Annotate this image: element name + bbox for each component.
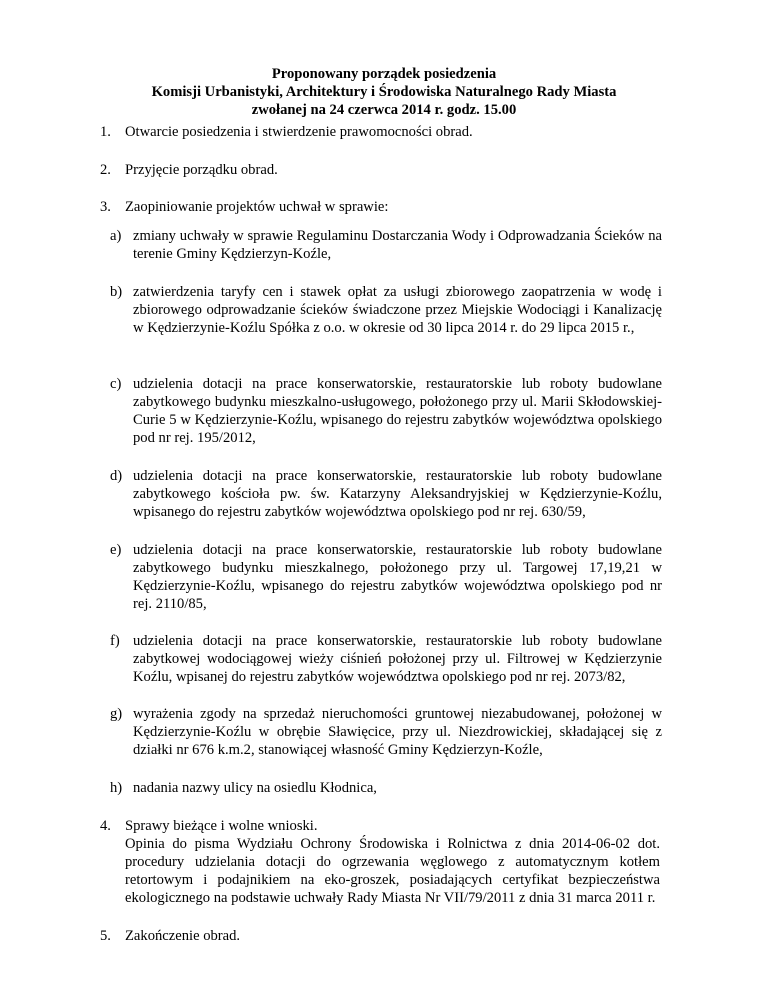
subitem-e — [110, 541, 662, 613]
subitem-text: udzielenia dotacji na prace konserwatorskie, restauratorskie lub roboty budowlane zabytkowego budynku mieszkalnego, położonego przy ul. Targowej 17,19,21 w Kędzierzynie-Koźlu, wpisanego do rejestru zabytków województwa opolskiego pod nr rej. 2110/85, — [133, 542, 662, 612]
agenda-item-5 — [100, 927, 660, 945]
subitem-c — [110, 375, 662, 447]
subitem-text: nadania nazwy ulicy na osiedlu Kłodnica, — [133, 780, 377, 796]
header-committee: Komisji Urbanistyki, Architektury i Środowiska Naturalnego Rady Miasta — [151, 84, 617, 100]
subitem-letter: c) — [110, 376, 122, 392]
subitem-a — [110, 227, 662, 263]
subitem-letter: f) — [110, 633, 120, 649]
subitem-letter: h) — [110, 780, 123, 796]
subitem-b — [110, 283, 662, 337]
item-number: 2. — [100, 162, 111, 178]
subitem-text: wyrażenia zgody na sprzedaż nieruchomości gruntowej niezabudowanej, położonej w Kędzierzynie-Koźlu w obrębie Sławięcice, przy ul. Niezdrowickiej, składającej się z działki nr 676 k.m.2, stanowiącej własność Gminy Kędzierzyn-Koźle, — [133, 706, 662, 758]
item-text: Otwarcie posiedzenia i stwierdzenie prawomocności obrad. — [125, 124, 473, 140]
agenda-item-2 — [100, 161, 660, 179]
item-number: 1. — [100, 124, 111, 140]
header-title: Proponowany porządek posiedzenia — [271, 66, 497, 82]
subitem-text: udzielenia dotacji na prace konserwatorskie, restauratorskie lub roboty budowlane zabytkowej wodociągowej wieży ciśnień położonej przy ul. Filtrowej w Kędzierzynie Koźlu, wpisanej do rejestru zabytków województwa opolskiego pod nr rej. 2073/82, — [133, 633, 662, 685]
item-note: Opinia do pisma Wydziału Ochrony Środowiska i Rolnictwa z dnia 2014-06-02 dot. procedury udzielania dotacji do ogrzewania węglowego z automatycznym kotłem retortowym i podajnikiem na eko-groszek, posiadających certyfikat bezpieczeństwa ekologicznego na podstawie uchwały Rady Miasta Nr VII/79/2011 z dnia 31 marca 2011 r. — [125, 836, 660, 906]
subitem-letter: d) — [110, 468, 123, 484]
subitem-d — [110, 467, 662, 521]
item-number: 5. — [100, 928, 111, 944]
subitem-text: zmiany uchwały w sprawie Regulaminu Dostarczania Wody i Odprowadzania Ścieków na terenie Gminy Kędzierzyn-Koźle, — [133, 228, 662, 262]
item-number: 3. — [100, 199, 111, 215]
item-text: Zaopiniowanie projektów uchwał w sprawie: — [125, 199, 389, 215]
agenda-item-3 — [100, 198, 660, 216]
subitem-f — [110, 632, 662, 686]
agenda-item-1 — [100, 123, 660, 141]
subitem-letter: a) — [110, 228, 122, 244]
item-text: Zakończenie obrad. — [125, 928, 241, 944]
item-text: Sprawy bieżące i wolne wnioski. — [125, 818, 318, 834]
subitem-text: zatwierdzenia taryfy cen i stawek opłat za usługi zbiorowego zaopatrzenia w wodę i zbiorowego odprowadzanie ścieków świadczone przez Miejskie Wodociągi i Kanalizację w Kędzierzynie-Koźlu Spółka z o.o. w okresie od 30 lipca 2014 r. do 29 lipca 2015 r., — [133, 284, 662, 336]
subitem-letter: b) — [110, 284, 123, 300]
subitem-text: udzielenia dotacji na prace konserwatorskie, restauratorskie lub roboty budowlane zabytkowego budynku mieszkalno-usługowego, położonego przy ul. Marii Skłodowskiej-Curie 5 w Kędzierzynie-Koźlu, wpisanego do rejestru zabytków województwa opolskiego pod nr rej. 195/2012, — [133, 376, 662, 446]
subitem-g — [110, 705, 662, 759]
agenda-item-4 — [100, 817, 660, 907]
item-number: 4. — [100, 818, 111, 834]
subitem-text: udzielenia dotacji na prace konserwatorskie, restauratorskie lub roboty budowlane zabytkowego kościoła pw. św. Katarzyny Aleksandryjskiej w Kędzierzynie-Koźlu, wpisanego do rejestru zabytków województwa opolskiego pod nr rej. 630/59, — [133, 468, 662, 520]
subitem-letter: e) — [110, 542, 122, 558]
subitem-letter: g) — [110, 706, 123, 722]
document-header — [0, 65, 768, 119]
header-date: zwołanej na 24 czerwca 2014 r. godz. 15.00 — [251, 102, 517, 118]
subitem-h — [110, 779, 662, 797]
item-text: Przyjęcie porządku obrad. — [125, 162, 278, 178]
